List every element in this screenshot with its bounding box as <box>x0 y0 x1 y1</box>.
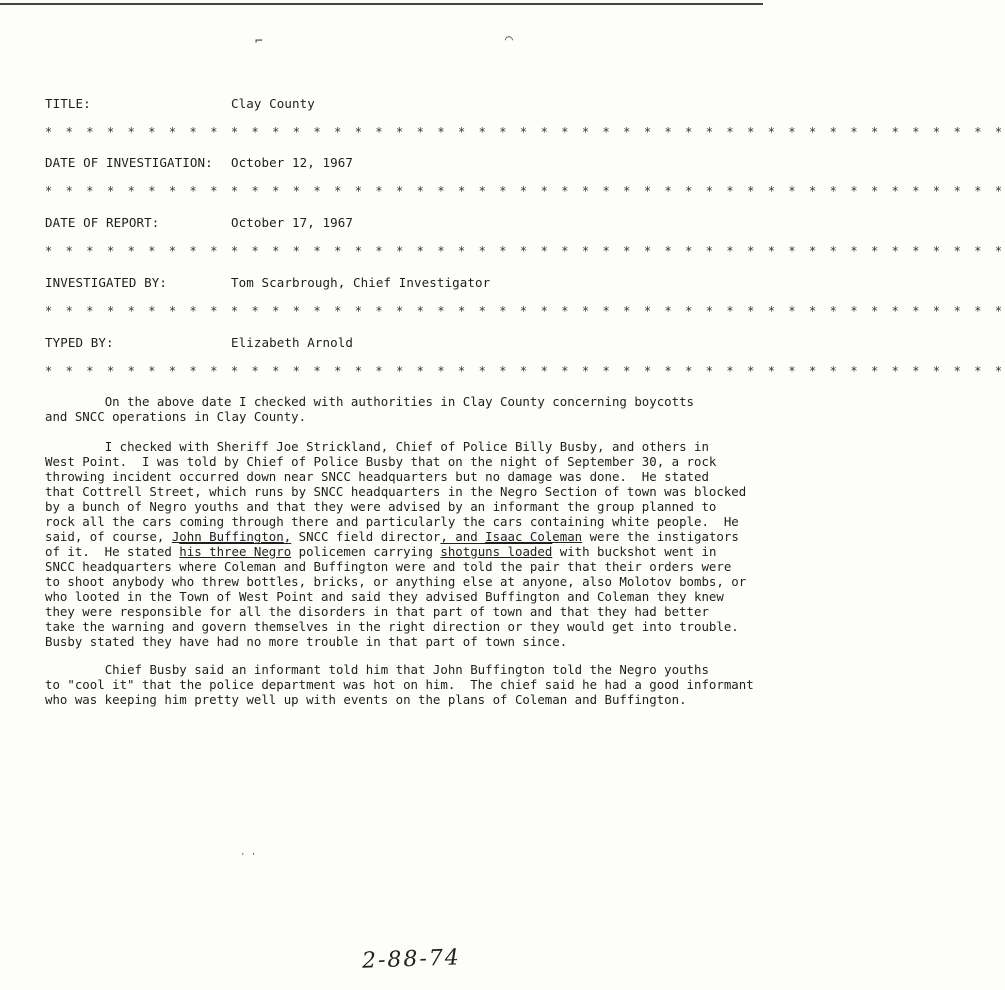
paragraph-1-line-2: and SNCC operations in Clay County. <box>45 409 307 424</box>
paragraph-2-text: with buckshot went in SNCC headquarters where Coleman and Buffington were and told the pair that their orders were to shoot anybody who threw bottles, bricks, or anything else at anyone, also Molotov bombs, or who looted in the Town of West Point and said they advised Buffington and Coleman they knew they were responsible for all the disorders in that part of town and that they had better take the warning and govern themselves in the right direction or they would get into trouble. Busby stated they have had no more trouble in that part of town since. <box>45 544 747 649</box>
investigated-by-label: INVESTIGATED BY: <box>45 275 168 290</box>
paragraph-2-text: policemen carrying <box>291 544 441 559</box>
date-of-report-field <box>45 215 353 230</box>
date-of-investigation-label: DATE OF INVESTIGATION: <box>45 155 213 170</box>
date-of-report-label: DATE OF REPORT: <box>45 215 160 230</box>
star-separator: * * * * * * * * * * * * * * * * * * * * * * * * * * * * * * * * * * * * * * * * * * * * * * * <box>45 304 1005 318</box>
star-separator: * * * * * * * * * * * * * * * * * * * * * * * * * * * * * * * * * * * * * * * * * * * * * * * <box>45 244 1005 258</box>
title-label: TITLE: <box>45 96 91 111</box>
star-separator: * * * * * * * * * * * * * * * * * * * * * * * * * * * * * * * * * * * * * * * * * * * * * * * <box>45 184 1005 198</box>
paragraph-1 <box>45 394 757 424</box>
investigated-by-field <box>45 275 490 290</box>
date-of-report-value: October 17, 1967 <box>231 215 354 230</box>
boxed-phrase-policemen: his three Negro <box>179 544 292 559</box>
paragraph-3: Chief Busby said an informant told him that John Buffington told the Negro youths to "cool it" that the police department was hot on him. The chief said he had a good informant who was keeping him pretty well up with events on the plans of Coleman and Buffington. <box>45 662 754 707</box>
top-edge-rule <box>0 3 763 5</box>
hole-punch-mark: ⌒ <box>505 32 513 47</box>
typed-by-field <box>45 335 353 350</box>
typed-by-value: Elizabeth Arnold <box>231 335 354 350</box>
stray-mark: · · <box>240 850 257 860</box>
star-separator: * * * * * * * * * * * * * * * * * * * * * * * * * * * * * * * * * * * * * * * * * * * * * * * <box>45 364 1005 378</box>
paragraph-2-text: , SNCC field director, and <box>283 529 486 544</box>
hole-punch-mark: ⌐ <box>255 34 263 49</box>
paragraph-2 <box>45 439 757 649</box>
paragraph-1-line-1: On the above date I checked with authorities in Clay County concerning boycotts <box>45 394 695 409</box>
title-value: Clay County <box>231 96 315 111</box>
typed-by-label: TYPED BY: <box>45 335 114 350</box>
investigated-by-value: Tom Scarbrough, Chief Investigator <box>231 275 491 290</box>
date-of-investigation-value: October 12, 1967 <box>231 155 354 170</box>
handwritten-document-number: 2-88-74 <box>361 945 462 974</box>
date-of-investigation-field <box>45 155 353 170</box>
title-field <box>45 96 315 111</box>
underlined-name-buffington: John Buffington <box>171 529 284 544</box>
underlined-name-coleman: Isaac Coleman <box>485 529 583 544</box>
paragraph-2-text: I checked with Sheriff Joe Strickland, Chief of Police Billy Busby, and others in West Point. I was told by Chief of Police Busby that on the night of September 30, a rock throwing incident occurred down near SNCC headquarters but no damage was done. He stated that Cottrell Street, which runs by SNCC headquarters in the Negro Section of town was blocked by a bunch of Negro youths and that they were advised by an informant the group planned to rock all the cars coming through there and particularly the cars containing white people. He said, of course, <box>45 439 747 544</box>
paragraph-2-text: were the instigators of it. He stated <box>45 529 739 559</box>
boxed-phrase-shotguns: shotguns loaded <box>440 544 553 559</box>
star-separator: * * * * * * * * * * * * * * * * * * * * * * * * * * * * * * * * * * * * * * * * * * * * * * * <box>45 125 1005 139</box>
